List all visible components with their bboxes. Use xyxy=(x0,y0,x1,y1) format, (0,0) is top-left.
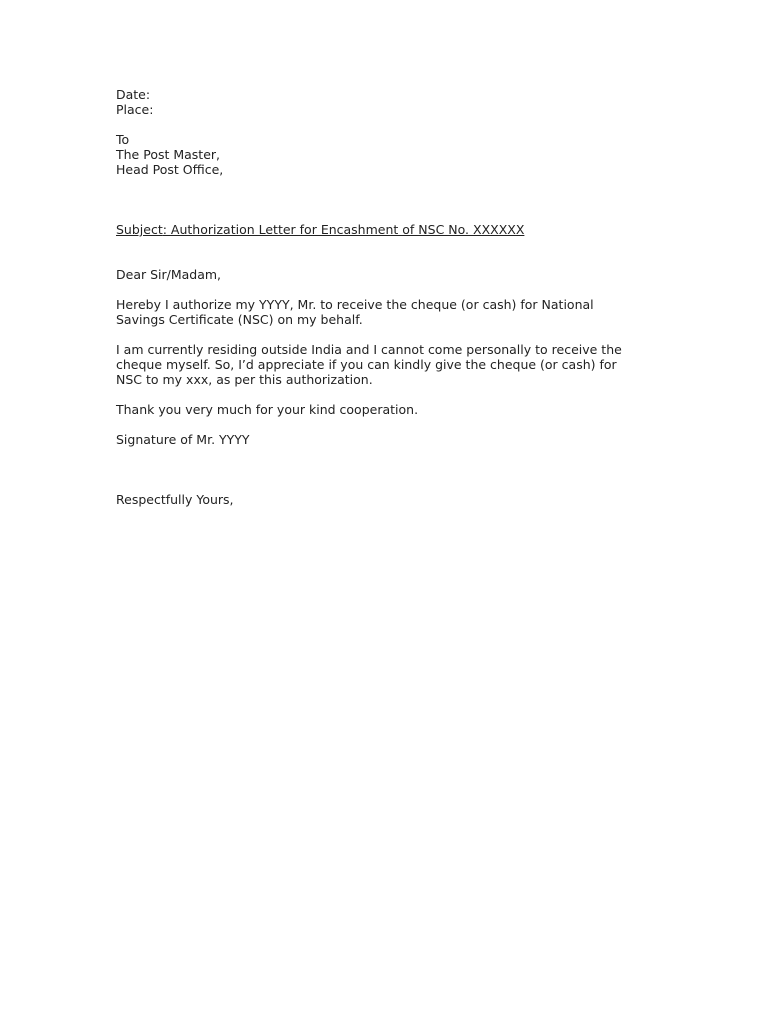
spacer xyxy=(116,417,656,432)
subject-line xyxy=(116,222,656,237)
letter-document xyxy=(116,87,656,507)
spacer xyxy=(116,387,656,402)
subject-label: Subject xyxy=(116,222,163,237)
spacer xyxy=(116,117,656,132)
closing-line: Respectfully Yours, xyxy=(116,492,234,507)
paragraph-2-line-1: I am currently residing outside India and I cannot come personally to receive the xyxy=(116,342,622,357)
recipient-to: To xyxy=(116,132,130,147)
paragraph-2-line-3: NSC to my xxx, as per this authorization. xyxy=(116,372,373,387)
paragraph-2-line-2: cheque myself. So, I’d appreciate if you can kindly give the cheque (or cash) for xyxy=(116,357,617,372)
paragraph-1-line-1: Hereby I authorize my YYYY, Mr. to receive the cheque (or cash) for National xyxy=(116,297,594,312)
date-label: Date: xyxy=(116,87,151,102)
spacer xyxy=(116,177,656,222)
thanks-line: Thank you very much for your kind cooperation. xyxy=(116,402,419,417)
recipient-line-1: The Post Master, xyxy=(116,147,221,162)
signature-line: Signature of Mr. YYYY xyxy=(116,432,250,447)
paragraph-1-line-2: Savings Certificate (NSC) on my behalf. xyxy=(116,312,363,327)
spacer xyxy=(116,282,656,297)
spacer xyxy=(116,237,656,267)
recipient-line-2: Head Post Office, xyxy=(116,162,224,177)
spacer xyxy=(116,447,656,492)
place-label: Place: xyxy=(116,102,154,117)
subject-text: : Authorization Letter for Encashment of NSC No. XXXXXX xyxy=(162,222,525,237)
salutation: Dear Sir/Madam, xyxy=(116,267,222,282)
spacer xyxy=(116,327,656,342)
